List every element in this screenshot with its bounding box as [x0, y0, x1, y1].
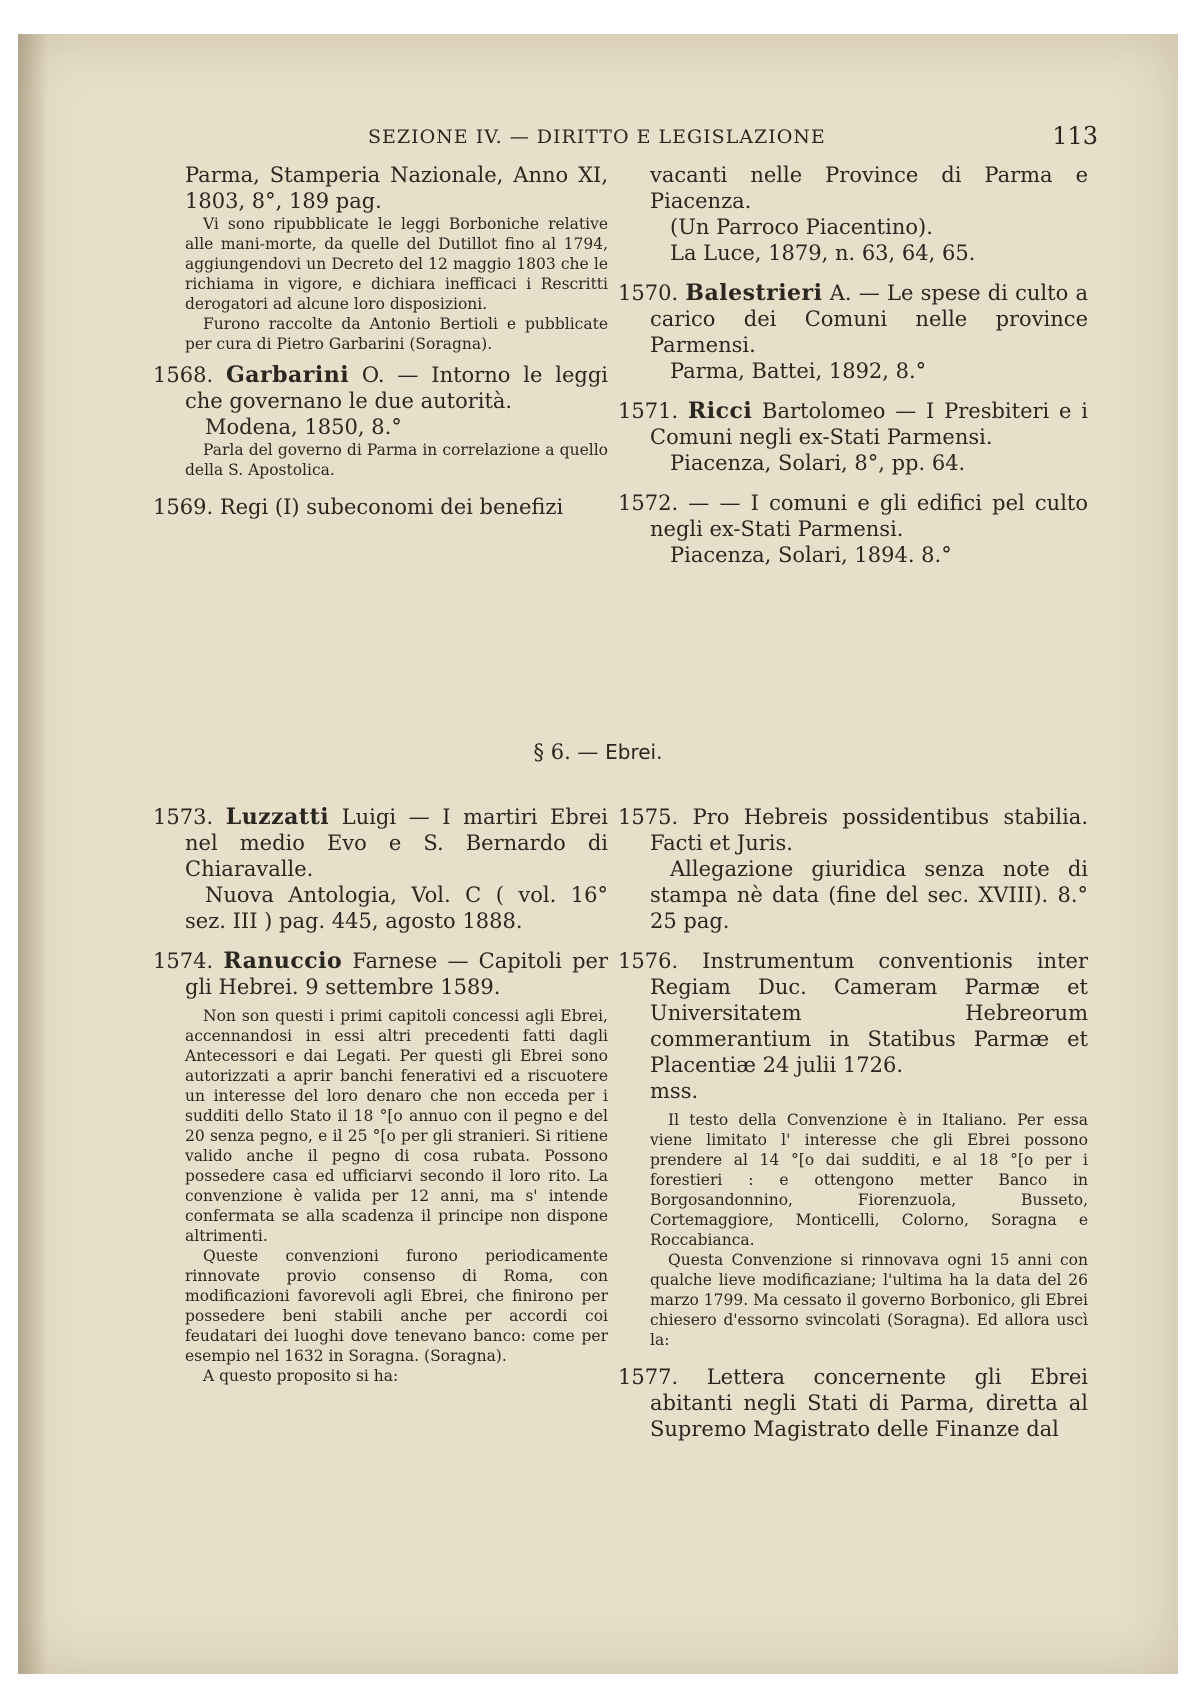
entry-1572 — [618, 490, 1088, 568]
entry-1571 — [618, 398, 1088, 476]
entry-number: 1577. — [618, 1365, 679, 1389]
entry-author: Luzzatti — [225, 804, 330, 830]
entry-heading — [618, 398, 1088, 450]
entry-heading — [153, 804, 608, 882]
entry-1573 — [153, 804, 608, 934]
entry-heading — [153, 948, 608, 1000]
entry-title: Regi (I) subeconomi dei benefizi — [219, 495, 564, 519]
section-title: Ebrei. — [605, 740, 663, 764]
entry-note: Furono raccolte da Antonio Bertioli e pubblicate per cura di Pietro Garbarini (Soragna). — [185, 315, 608, 353]
entry-1570 — [618, 280, 1088, 384]
entry-author: (Un Parroco Piacentino). — [670, 215, 933, 239]
bottom-left-column — [153, 804, 608, 1400]
entry-author: Balestrieri — [685, 280, 823, 306]
section-number: § 6. — — [533, 740, 599, 764]
entry-title: Bartolomeo — I Presbiteri e i Comuni negli ex-Stati Parmensi. — [650, 399, 1088, 449]
entry-heading — [618, 1364, 1088, 1442]
top-right-column — [618, 162, 1088, 582]
entry-publication: Nuova Antologia, Vol. C ( vol. 16° sez. III ) pag. 445, agosto 1888. — [185, 883, 608, 933]
entry-title: Lettera concernente gli Ebrei abitanti negli Stati di Parma, diretta al Supremo Magistrato delle Finanze dal — [650, 1365, 1088, 1441]
entry-1569 — [153, 494, 608, 520]
entry-1574 — [153, 948, 608, 1386]
entry-note: Questa Convenzione si rinnovava ogni 15 anni con qualche lieve modificaziane; l'ultima ha la data del 26 marzo 1799. Ma cessato il governo Borbonico, gli Ebrei chiesero d'essorno svincolati (Soragna). Ed allora uscì la: — [650, 1251, 1089, 1349]
entry-1577 — [618, 1364, 1088, 1442]
entry-note: Vi sono ripubblicate le leggi Borboniche relative alle mani-morte, da quelle del Dutillot fino al 1794, aggiungendovi un Decreto del 12 maggio 1803 che le richiama in vigore, e dichiara inefficaci i Rescritti derogatori ad alcune loro disposizioni. — [185, 215, 608, 313]
entry-heading — [153, 494, 608, 520]
entry-number: 1572. — [618, 491, 679, 515]
entry-publication: Piacenza, Solari, 1894. 8.° — [670, 543, 952, 567]
header-title: SEZIONE IV. — DIRITTO E LEGISLAZIONE — [368, 126, 826, 148]
top-left-column — [153, 162, 608, 534]
entry-title: — — I comuni e gli edifici pel culto negli ex-Stati Parmensi. — [650, 491, 1088, 541]
entry-heading — [618, 280, 1088, 358]
entry-author: Garbarini — [225, 362, 350, 388]
entry-heading — [618, 804, 1088, 856]
entry-title: O. — Intorno le leggi che governano le due autorità. — [185, 363, 608, 413]
entry-heading — [618, 948, 1088, 1078]
entry-heading — [618, 490, 1088, 542]
entry-note: A questo proposito si ha: — [203, 1367, 399, 1385]
entry-number: 1573. — [153, 805, 214, 829]
entry-number: 1570. — [618, 281, 679, 305]
page-number: 113 — [1052, 122, 1098, 150]
section-heading — [18, 740, 1178, 764]
entry-publication: La Luce, 1879, n. 63, 64, 65. — [670, 241, 976, 265]
entry-heading — [153, 362, 608, 414]
entry-title: A. — Le spese di culto a carico dei Comuni nelle province Parmensi. — [650, 281, 1088, 357]
scanned-page — [18, 34, 1178, 1674]
entry-title: Farnese — Capitoli per gli Hebrei. 9 settembre 1589. — [185, 949, 608, 999]
entry-author: Ricci — [687, 398, 753, 424]
entry-publication: Modena, 1850, 8.° — [205, 415, 402, 439]
entry-note: Il testo della Convenzione è in Italiano. Per essa viene limitato l' interesse che gli Ebrei possono prendere al 14 °[o dai sudditi, e al 18 °[o per i forestieri : e ottengono metter Banco in Borgosandonnino, Fiorenzuola, Busseto, Cortemaggiore, Monticelli, Colorno, Soragna e Roccabianca. — [650, 1111, 1088, 1249]
entry-note: Parla del governo di Parma in correlazione a quello della S. Apostolica. — [185, 441, 608, 479]
entry-publication: Allegazione giuridica senza note di stampa nè data (fine del sec. XVIII). 8.° 25 pag. — [650, 857, 1088, 933]
entry-publication: mss. — [650, 1079, 699, 1103]
entry-number: 1574. — [153, 949, 214, 973]
entry-number: 1569. — [153, 495, 214, 519]
entry-number: 1576. — [618, 949, 679, 973]
running-header — [178, 120, 1098, 150]
entry-note: Queste convenzioni furono periodicamente rinnovate provio consenso di Roma, con modificazioni favorevoli agli Ebrei, che finirono per possedere beni stabili anche per accordi coi feudatari dei luoghi dove tenevano banco: come per esempio nel 1632 in Soragna. (Soragna). — [185, 1247, 608, 1365]
entry-1568 — [153, 362, 608, 480]
entry-number: 1571. — [618, 399, 679, 423]
bottom-right-column — [618, 804, 1088, 1456]
entry-title: Luigi — I martiri Ebrei nel medio Evo e S. Bernardo di Chiaravalle. — [185, 805, 608, 881]
entry-title: Instrumentum conventionis inter Regiam Duc. Cameram Parmæ et Universitatem Hebreorum commerantium in Statibus Parmæ et Placentiæ 24 julii 1726. — [650, 949, 1088, 1077]
entry-note: Non son questi i primi capitoli concessi agli Ebrei, accennandosi in essi altri precedenti fatti dagli Antecessori e dai Legati. Per questi gli Ebrei sono autorizzati a aprir banchi fenerativi ed a riscuotere un interesse del loro denaro che non ecceda per i sudditi dello Stato il 18 °[o annuo con il pegno e del 20 senza pegno, e il 25 °[o per gli stranieri. Si ritiene valido anche il pegno di cosa rubata. Possono possedere casa ed ufficiarvi secondo il loro rito. La convenzione è valida per 12 anni, ma s' intende confermata se alla scadenza il principe non dispone altrimenti. — [185, 1007, 608, 1245]
entry-continued — [618, 162, 1088, 266]
entry-publication: Parma, Battei, 1892, 8.° — [670, 359, 927, 383]
entry-author: Ranuccio — [223, 948, 343, 974]
entry-title: vacanti nelle Province di Parma e Piacenza. — [650, 163, 1088, 213]
entry-1576 — [618, 948, 1088, 1350]
entry-publication: Parma, Stamperia Nazionale, Anno XI, 1803, 8°, 189 pag. — [185, 163, 608, 213]
entry-number: 1568. — [153, 363, 214, 387]
entry-continued — [153, 162, 608, 354]
entry-publication: Piacenza, Solari, 8°, pp. 64. — [670, 451, 966, 475]
entry-title: Pro Hebreis possidentibus stabilia. Facti et Juris. — [650, 805, 1088, 855]
entry-1575 — [618, 804, 1088, 934]
entry-number: 1575. — [618, 805, 679, 829]
